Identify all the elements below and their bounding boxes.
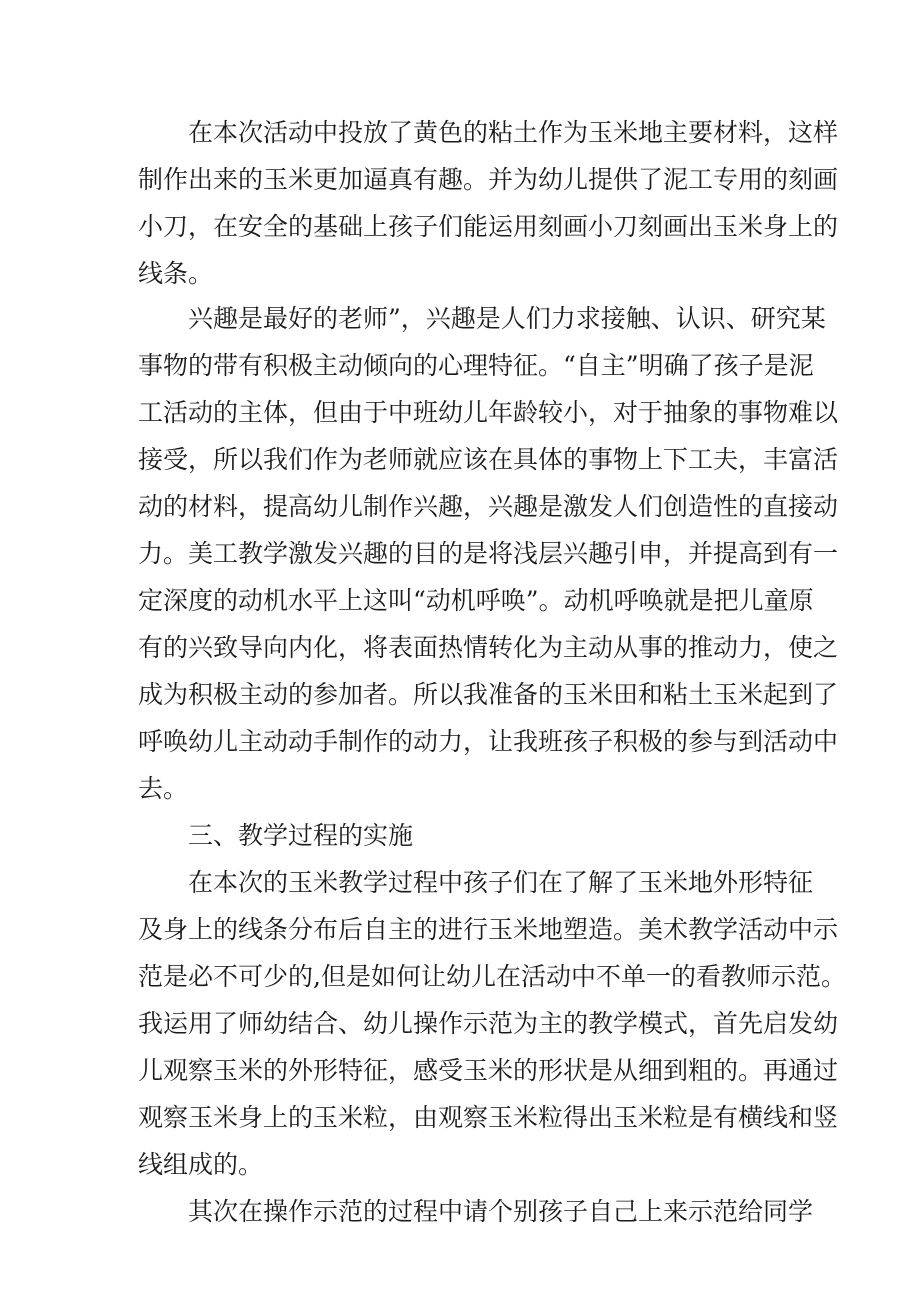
paragraph-line: 有的兴致导向内化，将表面热情转化为主动从事的推动力，使之: [138, 633, 839, 662]
paragraph-line: 制作出来的玉米更加逼真有趣。并为幼儿提供了泥工专用的刻画: [138, 165, 839, 194]
paragraph-line: 工活动的主体，但由于中班幼儿年龄较小，对于抽象的事物难以: [138, 398, 839, 427]
paragraph-line: 兴趣是最好的老师”，兴趣是人们力求接触、认识、研究某: [188, 304, 826, 333]
paragraph-line: 事物的带有积极主动倾向的心理特征。“自主”明确了孩子是泥: [138, 351, 814, 380]
paragraph-line: 定深度的动机水平上这叫“动机呼唤”。动机呼唤就是把儿童原: [138, 586, 814, 615]
paragraph-line: 去。: [138, 774, 189, 803]
paragraph-line: 其次在操作示范的过程中请个别孩子自己上来示范给同学: [188, 1197, 814, 1226]
paragraph-line: 线组成的。: [138, 1150, 264, 1179]
paragraph-line: 范是必不可少的,但是如何让幼儿在活动中不单一的看教师示范。: [138, 962, 846, 991]
paragraph-line: 小刀，在安全的基础上孩子们能运用刻画小刀刻画出玉米身上的: [138, 212, 839, 241]
paragraph-line: 力。美工教学激发兴趣的目的是将浅层兴趣引申，并提高到有一: [138, 539, 839, 568]
paragraph-line: 观察玉米身上的玉米粒，由观察玉米粒得出玉米粒是有横线和竖: [138, 1103, 839, 1132]
paragraph-line: 动的材料，提高幼儿制作兴趣，兴趣是激发人们创造性的直接动: [138, 492, 839, 521]
paragraph-line: 接受，所以我们作为老师就应该在具体的事物上下工夫，丰富活: [138, 445, 839, 474]
paragraph-line: 成为积极主动的参加者。所以我准备的玉米田和粘土玉米起到了: [138, 680, 839, 709]
paragraph-line: 在本次活动中投放了黄色的粘土作为玉米地主要材料，这样: [188, 118, 839, 147]
paragraph-line: 我运用了师幼结合、幼儿操作示范为主的教学模式，首先启发幼: [138, 1009, 839, 1038]
paragraph-line: 儿观察玉米的外形特征，感受玉米的形状是从细到粗的。再通过: [138, 1056, 839, 1085]
section-heading: 三、教学过程的实施: [188, 821, 414, 850]
paragraph-line: 在本次的玉米教学过程中孩子们在了解了玉米地外形特征: [188, 868, 814, 897]
paragraph-line: 呼唤幼儿主动动手制作的动力，让我班孩子积极的参与到活动中: [138, 727, 839, 756]
paragraph-line: 线条。: [138, 259, 214, 288]
paragraph-line: 及身上的线条分布后自主的进行玉米地塑造。美术教学活动中示: [138, 915, 839, 944]
